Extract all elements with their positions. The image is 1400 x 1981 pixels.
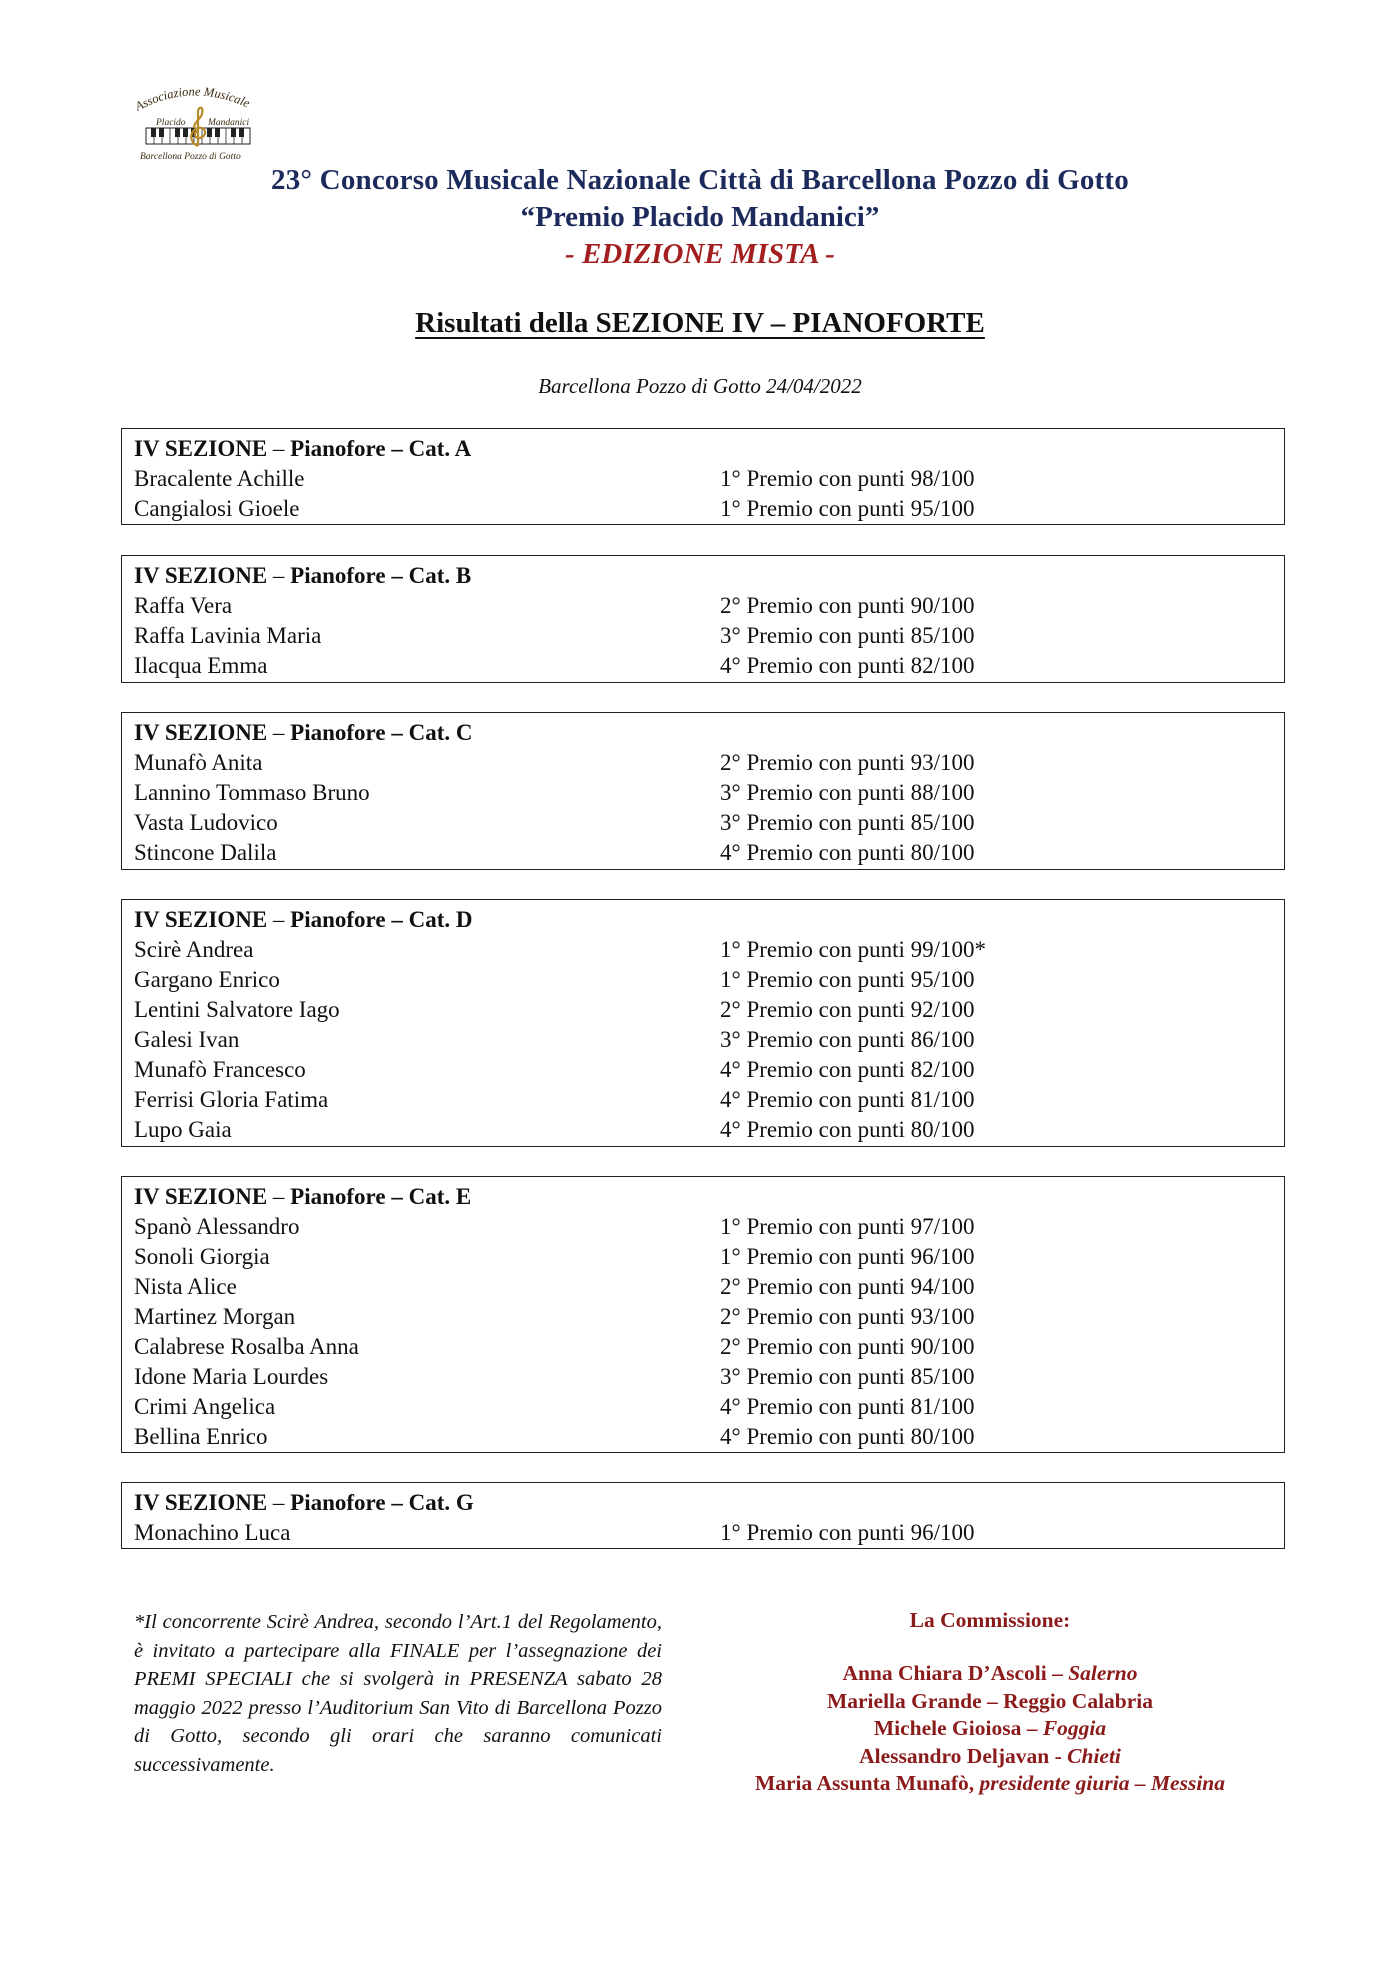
competition-title: 23° Concorso Musicale Nazionale Città di Barcellona Pozzo di Gotto (271, 164, 1129, 196)
contestant-name: Raffa Lavinia Maria (134, 623, 322, 648)
contestant-name: Nista Alice (134, 1274, 237, 1299)
member-name: Anna Chiara D’Ascoli (842, 1661, 1047, 1685)
section-label: IV SEZIONE (134, 436, 268, 461)
logo-text-bottom: Barcellona Pozzo di Gotto (140, 152, 241, 162)
result-row (134, 1518, 1284, 1548)
contestant-name: Munafò Anita (134, 750, 263, 775)
svg-text:Associazione Musicale (132, 84, 253, 114)
instrument-label: Pianofore (290, 563, 386, 588)
prize-result: 2° Premio con punti 94/100 (720, 1274, 975, 1299)
result-row (134, 464, 1284, 494)
prize-result: 4° Premio con punti 80/100 (720, 1424, 975, 1449)
result-row (134, 995, 1284, 1025)
category-box-b (121, 555, 1285, 683)
logo-text-left: Placido (156, 118, 186, 128)
category-label: – Cat. A (385, 436, 472, 461)
prize-result: 2° Premio con punti 92/100 (720, 997, 975, 1022)
prize-result: 4° Premio con punti 82/100 (720, 653, 975, 678)
contestant-name: Spanò Alessandro (134, 1214, 300, 1239)
contestant-name: Lupo Gaia (134, 1117, 232, 1142)
result-row (134, 494, 1284, 524)
category-box-d (121, 899, 1285, 1147)
prize-result: 1° Premio con punti 99/100* (720, 937, 987, 962)
section-label: IV SEZIONE (134, 720, 268, 745)
result-row (134, 935, 1284, 965)
result-row (134, 748, 1284, 778)
contestant-name: Vasta Ludovico (134, 810, 278, 835)
category-heading (134, 905, 1284, 935)
category-label: – Cat. E (385, 1184, 472, 1209)
category-label: – Cat. C (385, 720, 473, 745)
contestant-name: Martinez Morgan (134, 1304, 296, 1329)
member-city: Salerno (1068, 1661, 1138, 1685)
instrument-label: Pianofore (290, 907, 386, 932)
results-section-title: Risultati della SEZIONE IV – PIANOFORTE (415, 307, 985, 339)
member-city: Chieti (1067, 1743, 1121, 1768)
logo-text-right: Mandanici (208, 118, 250, 128)
result-row (134, 1085, 1284, 1115)
category-box-e (121, 1176, 1285, 1453)
category-label: – Cat. B (385, 563, 472, 588)
instrument-label: Pianofore (290, 720, 386, 745)
heading-dash: – (267, 563, 291, 588)
prize-result: 2° Premio con punti 93/100 (720, 1304, 975, 1329)
prize-result: 3° Premio con punti 85/100 (720, 1364, 975, 1389)
prize-result: 2° Premio con punti 93/100 (720, 750, 975, 775)
member-separator: – (981, 1688, 1004, 1713)
result-row (134, 778, 1284, 808)
category-box-a (121, 428, 1285, 525)
prize-result: 4° Premio con punti 81/100 (720, 1087, 975, 1112)
member-name: Alessandro Deljavan (859, 1743, 1050, 1768)
section-label: IV SEZIONE (134, 1490, 268, 1515)
result-row (134, 1272, 1284, 1302)
instrument-label: Pianofore (290, 1490, 386, 1515)
contestant-name: Bellina Enrico (134, 1424, 268, 1449)
result-row (134, 1392, 1284, 1422)
member-name: Maria Assunta Munafò, (754, 1771, 980, 1795)
contestant-name: Munafò Francesco (134, 1057, 306, 1082)
prize-result: 4° Premio con punti 80/100 (720, 1117, 975, 1142)
prize-result: 2° Premio con punti 90/100 (720, 1334, 975, 1359)
jury-member (690, 1660, 1290, 1688)
prize-result: 1° Premio con punti 96/100 (720, 1520, 975, 1545)
jury-member (690, 1715, 1290, 1743)
member-separator: – (1046, 1661, 1069, 1685)
prize-result: 3° Premio con punti 85/100 (720, 623, 975, 648)
result-row (134, 965, 1284, 995)
result-row (134, 1212, 1284, 1242)
heading-dash: – (267, 907, 291, 932)
prize-result: 3° Premio con punti 86/100 (720, 1027, 975, 1052)
contestant-name: Sonoli Giorgia (134, 1244, 270, 1269)
result-row (134, 651, 1284, 681)
prize-name: “Premio Placido Mandanici” (520, 201, 880, 233)
result-row (134, 1055, 1284, 1085)
contestant-name: Calabrese Rosalba Anna (134, 1334, 359, 1359)
jury-member (690, 1688, 1290, 1716)
contestant-name: Monachino Luca (134, 1520, 291, 1545)
prize-result: 1° Premio con punti 97/100 (720, 1214, 975, 1239)
place-and-date: Barcellona Pozzo di Gotto 24/04/2022 (538, 374, 862, 398)
prize-result: 4° Premio con punti 82/100 (720, 1057, 975, 1082)
contestant-name: Lentini Salvatore Iago (134, 997, 340, 1022)
member-city: presidente giuria – Messina (979, 1771, 1226, 1795)
contestant-name: Ilacqua Emma (134, 653, 268, 678)
contestant-name: Crimi Angelica (134, 1394, 276, 1419)
result-row (134, 1242, 1284, 1272)
member-separator: – (1021, 1716, 1043, 1740)
heading-dash: – (267, 1490, 291, 1515)
result-row (134, 1362, 1284, 1392)
prize-result: 1° Premio con punti 98/100 (720, 466, 975, 491)
commission-title: La Commissione: (909, 1608, 1071, 1632)
category-heading (134, 434, 1284, 464)
category-heading (134, 561, 1284, 591)
edition-label: - EDIZIONE MISTA - (565, 238, 835, 270)
result-row (134, 808, 1284, 838)
contestant-name: Galesi Ivan (134, 1027, 240, 1052)
prize-result: 3° Premio con punti 85/100 (720, 810, 975, 835)
contestant-name: Scirè Andrea (134, 937, 254, 962)
heading-dash: – (267, 1184, 291, 1209)
category-box-g (121, 1482, 1285, 1549)
category-heading (134, 718, 1284, 748)
result-row (134, 591, 1284, 621)
result-row (134, 1025, 1284, 1055)
association-logo (128, 84, 266, 164)
section-label: IV SEZIONE (134, 907, 268, 932)
category-heading (134, 1182, 1284, 1212)
jury-member (690, 1770, 1290, 1798)
category-label: – Cat. D (385, 907, 473, 932)
contestant-name: Stincone Dalila (134, 840, 277, 865)
result-row (134, 1422, 1284, 1452)
section-label: IV SEZIONE (134, 1184, 268, 1209)
category-label: – Cat. G (385, 1490, 474, 1515)
member-name: Michele Gioiosa (873, 1716, 1022, 1740)
result-row (134, 1302, 1284, 1332)
jury-commission (690, 1606, 1290, 1798)
category-box-c (121, 712, 1285, 870)
prize-result: 1° Premio con punti 96/100 (720, 1244, 975, 1269)
jury-member (690, 1743, 1290, 1771)
contestant-name: Gargano Enrico (134, 967, 280, 992)
result-row (134, 838, 1284, 868)
member-city: Reggio Calabria (1003, 1688, 1154, 1713)
result-row (134, 621, 1284, 651)
result-row (134, 1332, 1284, 1362)
instrument-label: Pianofore (290, 436, 386, 461)
instrument-label: Pianofore (290, 1184, 386, 1209)
heading-dash: – (267, 720, 291, 745)
heading-dash: – (267, 436, 291, 461)
member-name: Mariella Grande (826, 1688, 982, 1713)
contestant-name: Ferrisi Gloria Fatima (134, 1087, 329, 1112)
prize-result: 4° Premio con punti 80/100 (720, 840, 975, 865)
contestant-name: Cangialosi Gioele (134, 496, 300, 521)
member-separator: - (1049, 1743, 1068, 1768)
contestant-name: Idone Maria Lourdes (134, 1364, 329, 1389)
finale-footnote: *Il concorrente Scirè Andrea, secondo l’Art.1 del Regolamento, è invitato a partecipare alla FINALE per l’assegnazione dei PREMI SPECIALI che si svolgerà in PRESENZA sabato 28 maggio 2022 presso l’Auditorium San Vito di Barcellona Pozzo di Gotto, secondo gli orari che saranno comunicati successivamente. (134, 1611, 662, 1776)
prize-result: 1° Premio con punti 95/100 (720, 967, 975, 992)
category-heading (134, 1488, 1284, 1518)
contestant-name: Lannino Tommaso Bruno (134, 780, 370, 805)
prize-result: 4° Premio con punti 81/100 (720, 1394, 975, 1419)
section-label: IV SEZIONE (134, 563, 268, 588)
prize-result: 3° Premio con punti 88/100 (720, 780, 975, 805)
logo-text-top: Associazione Musicale (132, 84, 253, 114)
member-city: Foggia (1042, 1716, 1107, 1740)
contestant-name: Bracalente Achille (134, 466, 305, 491)
contestant-name: Raffa Vera (134, 593, 233, 618)
result-row (134, 1115, 1284, 1145)
prize-result: 2° Premio con punti 90/100 (720, 593, 975, 618)
prize-result: 1° Premio con punti 95/100 (720, 496, 975, 521)
